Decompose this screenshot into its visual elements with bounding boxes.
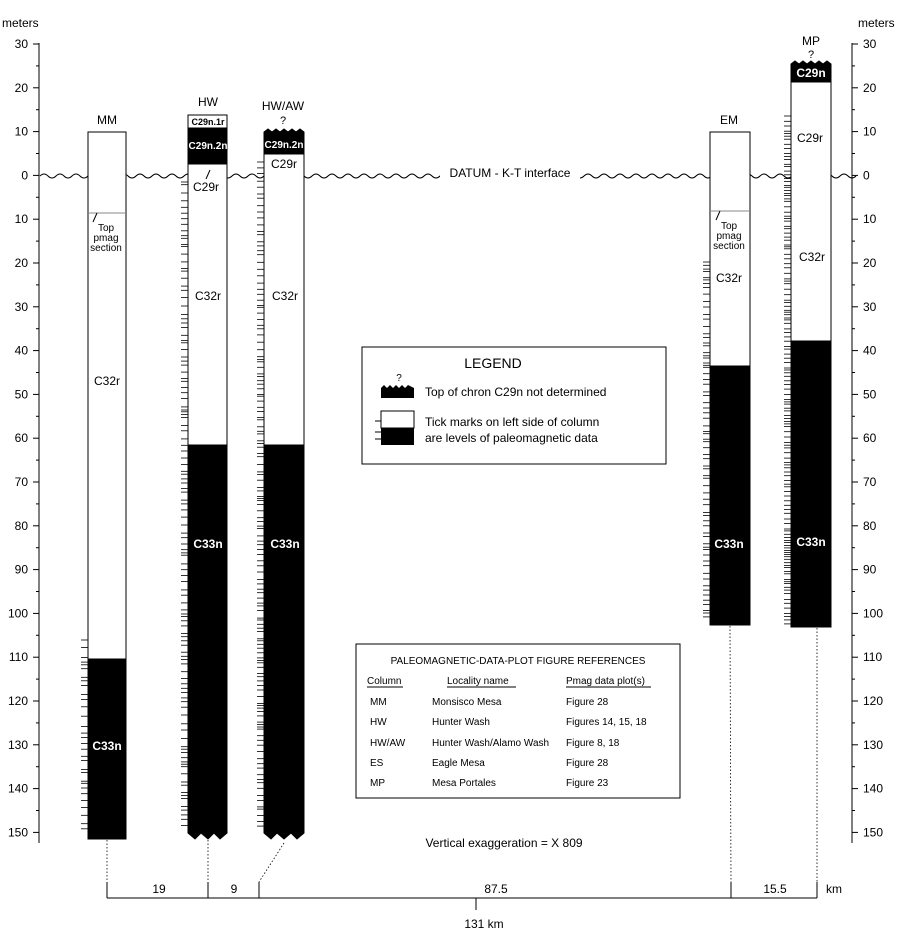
column-mm-note-line2: pmag [93, 233, 119, 244]
column-mp-question: ? [807, 49, 815, 61]
ref-row-1-locality: Monsisco Mesa [432, 697, 502, 708]
legend-white-swatch [381, 411, 414, 428]
right-axis-tick-label: 50 [863, 387, 877, 402]
left-axis-tick-label: 30 [14, 37, 28, 51]
references-title: PALEOMAGNETIC-DATA-PLOT FIGURE REFERENCES [390, 656, 646, 667]
column-mm-chron-c32r: C32r [93, 374, 121, 388]
column-mp [784, 34, 831, 627]
scale-segment-2: 9 [230, 882, 238, 896]
column-mp-c29r-c32r-zone [791, 82, 831, 341]
references-header-locality: Locality name [447, 676, 509, 687]
right-axis-tick-label: 20 [863, 80, 877, 95]
ref-row-3-column: HW/AW [370, 738, 406, 749]
right-axis-tick-label: 70 [863, 475, 877, 489]
column-mm-c32r-zone [88, 132, 126, 659]
left-axis-tick-label: 110 [8, 650, 28, 665]
column-hw-chron-c33n: C33n [193, 537, 223, 551]
right-axis-tick-label: 100 [863, 606, 884, 621]
left-axis [2, 16, 39, 843]
right-axis-tick-label: 60 [863, 431, 877, 446]
column-hw-chron-c29r: C29r [192, 180, 220, 194]
legend-item1-text: Top of chron C29n not determined [425, 385, 607, 399]
column-hw-c29r-c32r-zone [188, 164, 227, 445]
ref-row-2-column: HW [370, 717, 387, 728]
column-hw-label: HW [198, 95, 218, 109]
ref-row-1-plots: Figure 28 [566, 697, 609, 708]
column-mm [81, 113, 126, 839]
ref-row-5-column: MP [370, 778, 385, 789]
column-hwaw-chron-c29r: C29r [270, 157, 298, 171]
column-em-data-ticks [703, 262, 710, 617]
column-mm-note-line3: section [90, 243, 122, 254]
column-hwaw-data-ticks [257, 162, 264, 826]
right-axis-tick-label: 40 [863, 343, 877, 358]
column-hwaw-chron-c33n: C33n [270, 537, 300, 551]
right-axis-tick-label: 110 [863, 650, 883, 665]
column-hw-c33n-zone [188, 445, 227, 839]
references-header-plots: Pmag data plot(s) [566, 676, 645, 687]
right-axis-tick-label: 30 [863, 299, 877, 314]
ref-row-5-locality: Mesa Portales [432, 778, 496, 789]
column-hwaw-c33n-zone [264, 445, 304, 839]
ref-row-1-column: MM [370, 697, 387, 708]
right-axis-tick-label: 0 [863, 168, 870, 183]
ref-row-5-plots: Figure 23 [566, 778, 609, 789]
right-axis-tick-label: 20 [863, 256, 877, 270]
left-axis-tick-label: 20 [14, 256, 28, 270]
ref-row-3-plots: Figure 8, 18 [566, 738, 620, 749]
column-mm-data-ticks [81, 640, 88, 829]
column-mp-data-ticks [784, 116, 791, 624]
left-axis-tick-label: 40 [14, 343, 28, 358]
right-axis-tick-label: 130 [863, 737, 884, 752]
datum-label: DATUM - K-T interface [449, 166, 571, 180]
column-mm-label: MM [97, 113, 117, 127]
column-em-c33n-zone [710, 366, 750, 625]
references-table [356, 644, 680, 798]
left-axis-tick-label: 60 [14, 431, 28, 446]
column-mp-chron-c32r: C32r [798, 250, 826, 264]
legend-undetermined-swatch [381, 385, 414, 398]
distance-scale [107, 882, 842, 931]
legend-black-swatch [381, 428, 414, 445]
left-axis-ticks [8, 37, 39, 839]
left-axis-tick-label: 20 [14, 80, 28, 95]
column-hw-chron-c29n2n: C29n.2n [188, 141, 228, 152]
left-axis-tick-label: 0 [21, 168, 28, 183]
legend-question: ? [396, 373, 402, 384]
legend [362, 347, 666, 464]
column-hw-chron-c32r: C32r [194, 289, 222, 303]
right-axis-tick-label: 10 [863, 124, 877, 139]
column-hwaw-label: HW/AW [261, 99, 305, 113]
right-axis-tick-label: 80 [863, 518, 877, 533]
column-hw-chron-c29n1r: C29n.1r [191, 117, 225, 127]
left-axis-tick-label: 50 [14, 387, 28, 402]
scale-unit: km [826, 882, 842, 896]
scale-segment-3: 87.5 [484, 882, 508, 896]
left-axis-tick-label: 30 [14, 299, 28, 314]
left-axis-tick-label: 100 [7, 606, 28, 621]
ref-row-4-locality: Eagle Mesa [432, 758, 485, 769]
vertical-exaggeration: Vertical exaggeration = X 809 [425, 836, 583, 850]
scale-total: 131 km [464, 917, 504, 931]
left-axis-tick-label: 80 [14, 518, 28, 533]
column-em-note-line3: section [713, 241, 745, 252]
legend-item2-line2: are levels of paleomagnetic data [425, 431, 598, 445]
ref-row-2-plots: Figures 14, 15, 18 [566, 717, 647, 728]
right-axis [852, 16, 895, 843]
left-axis-tick-label: 120 [7, 694, 28, 708]
left-axis-tick-label: 70 [14, 475, 28, 489]
column-mm-note-line1: Top [97, 223, 115, 234]
ref-row-2-locality: Hunter Wash [432, 717, 490, 728]
column-em-chron-c32r: C32r [715, 271, 743, 285]
column-em-label: EM [720, 113, 738, 127]
right-axis-unit: meters [858, 16, 895, 30]
left-axis-tick-label: 150 [7, 825, 28, 840]
column-hw [181, 95, 227, 839]
column-mp-chron-c29r: C29r [796, 131, 824, 145]
right-axis-tick-label: 140 [863, 781, 884, 796]
column-hwaw-chron-c29n2n: C29n.2n [264, 140, 304, 151]
column-mm-chron-c33n: C33n [92, 739, 122, 753]
ref-row-3-locality: Hunter Wash/Alamo Wash [432, 738, 550, 749]
right-axis-tick-label: 30 [863, 37, 877, 51]
column-mp-chron-c29n: C29n [796, 66, 826, 80]
left-axis-tick-label: 90 [14, 562, 28, 577]
ref-row-4-plots: Figure 28 [566, 758, 609, 769]
legend-title: LEGEND [464, 355, 522, 371]
projection-em [730, 626, 731, 882]
references-header-column: Column [367, 676, 402, 687]
right-axis-tick-label: 90 [863, 562, 877, 577]
left-axis-tick-label: 10 [14, 124, 28, 139]
legend-item2-line1: Tick marks on left side of column [425, 415, 600, 429]
column-hwaw [257, 99, 305, 839]
left-axis-tick-label: 140 [7, 781, 28, 796]
column-em-note-line1: Top [720, 221, 738, 232]
column-hw-data-ticks [181, 182, 188, 825]
column-hwaw-chron-c32r: C32r [271, 289, 299, 303]
right-axis-tick-label: 120 [863, 694, 884, 708]
right-axis-tick-label: 150 [863, 825, 884, 840]
column-mp-chron-c33n: C33n [796, 535, 826, 549]
column-mp-c33n-zone [791, 341, 831, 627]
left-axis-unit: meters [2, 16, 39, 30]
projection-hwaw [259, 843, 284, 882]
ref-row-4-column: ES [370, 758, 384, 769]
column-em-note-line2: pmag [716, 231, 742, 242]
column-em [703, 113, 750, 625]
right-axis-tick-label: 10 [863, 212, 877, 227]
scale-segment-1: 19 [152, 882, 166, 896]
right-axis-ticks [852, 37, 883, 839]
left-axis-tick-label: 10 [14, 212, 28, 227]
left-axis-tick-label: 130 [7, 737, 28, 752]
column-hwaw-question: ? [279, 115, 287, 127]
column-mp-label: MP [802, 34, 820, 48]
column-em-chron-c33n: C33n [714, 537, 744, 551]
scale-segment-4: 15.5 [763, 882, 787, 896]
